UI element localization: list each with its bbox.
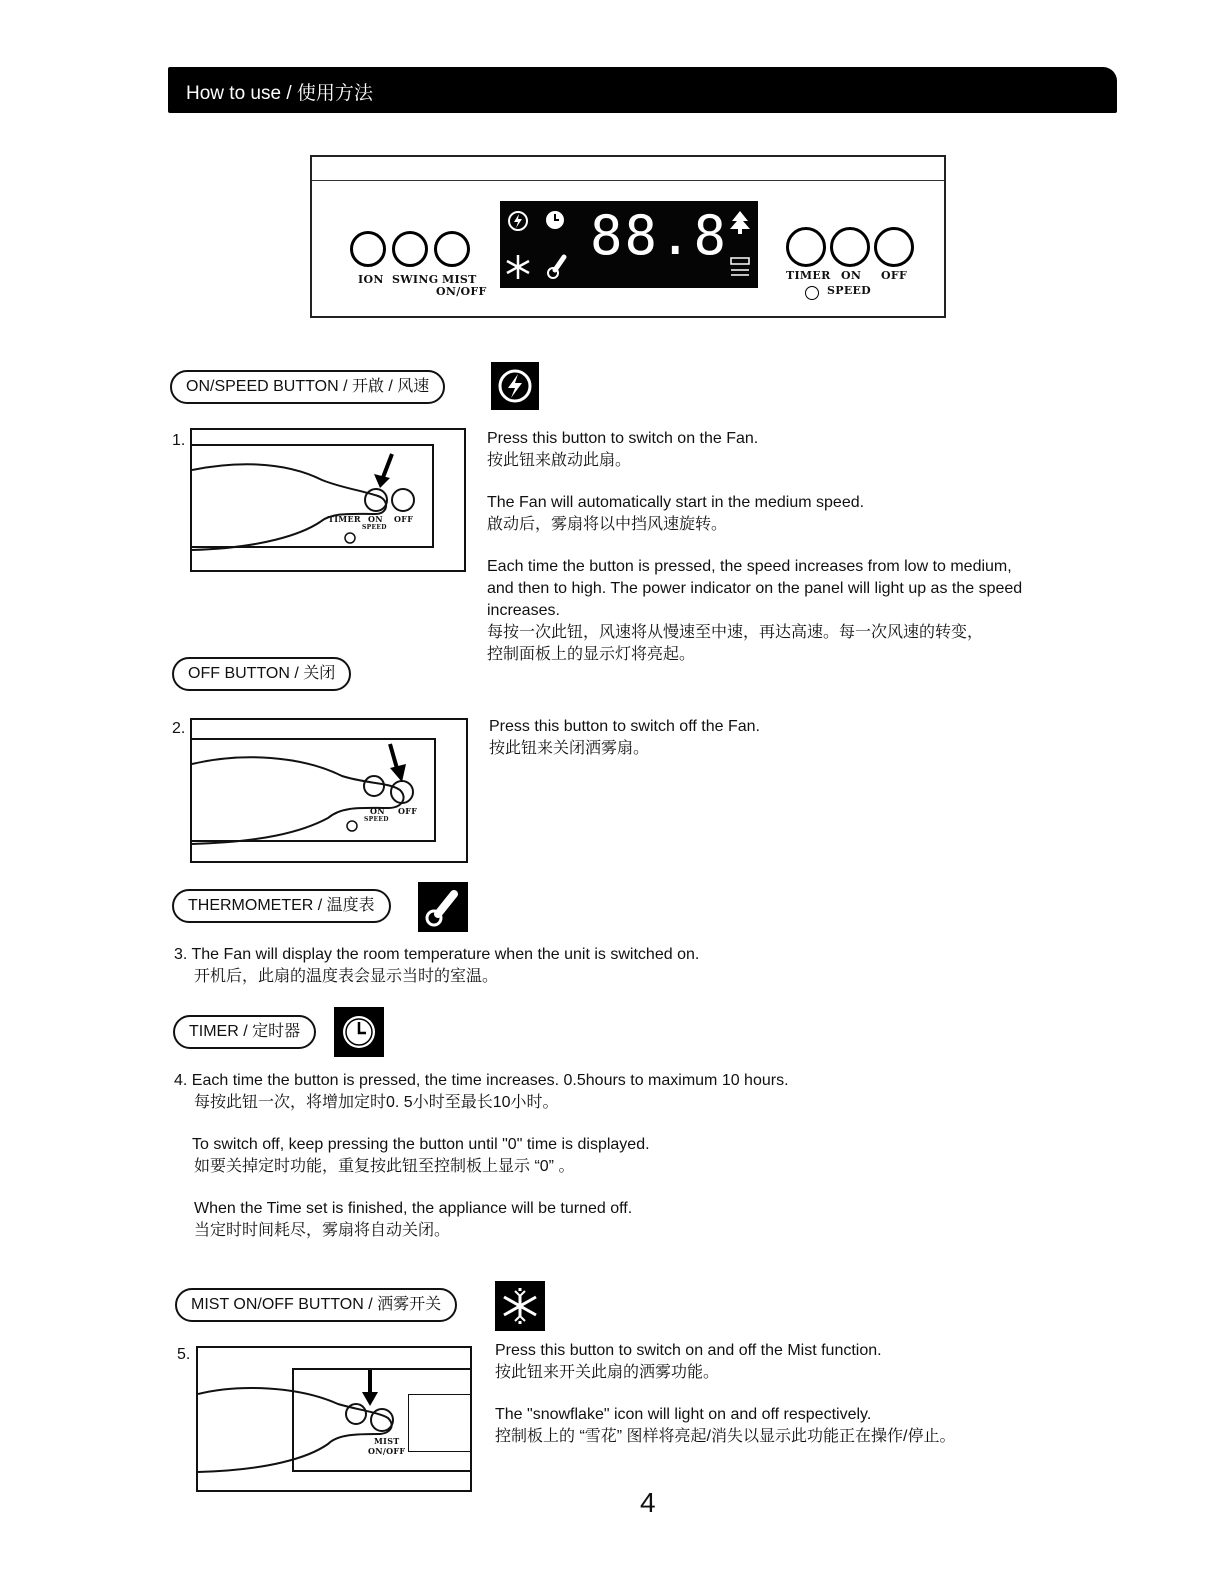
section-banner <box>168 67 1117 113</box>
off-button-graphic <box>874 227 914 267</box>
fig-speed-label: SPEED <box>364 816 389 823</box>
timer-button-graphic <box>786 227 826 267</box>
text-line: Press this button to switch on the Fan. <box>487 430 759 447</box>
speed-indicator-led <box>805 286 819 300</box>
control-panel-illustration <box>310 155 946 318</box>
mist-label: MIST <box>442 273 477 286</box>
text-line: When the Time set is finished, the appliance will be turned off. <box>194 1200 633 1217</box>
ion-button-graphic <box>350 231 386 267</box>
fig-timer-label: TIMER <box>328 514 361 524</box>
off-heading: OFF BUTTON / 关闭 <box>172 657 351 691</box>
ion-label: ION <box>358 273 384 286</box>
text-line: and then to high. The power indicator on the panel will light up as the speed <box>487 580 1023 597</box>
mist-onoff-label: ON/OFF <box>436 285 487 298</box>
snowflake-icon <box>495 1281 545 1331</box>
text-line: 按此钮来开关此扇的洒雾功能。 <box>495 1364 720 1381</box>
mist-icon-box <box>495 1281 545 1331</box>
clock-icon <box>544 209 566 231</box>
text-line: 每按此钮一次，将增加定时0. 5小时至最长10小时。 <box>194 1094 559 1111</box>
step-number: 5. <box>177 1346 191 1363</box>
timer-description <box>174 1070 1114 1242</box>
banner-title: How to use / 使用方法 <box>186 83 373 104</box>
speed-label: SPEED <box>827 284 872 297</box>
lcd-display <box>500 201 758 288</box>
text-line: 啟动后，雾扇将以中挡风速旋转。 <box>487 516 728 533</box>
text-line: The Fan will automatically start in the medium speed. <box>487 494 865 511</box>
text-line: 按此钮来关闭洒雾扇。 <box>489 740 650 757</box>
thermometer-icon <box>418 882 468 932</box>
thermometer-icon <box>544 253 572 281</box>
step-number: 1. <box>172 432 186 449</box>
swing-icon <box>728 255 752 279</box>
off-figure <box>190 718 468 863</box>
fig-mist-label: MIST <box>374 1436 400 1446</box>
fig-on-label: ON <box>370 806 385 816</box>
fig-off-label: OFF <box>394 514 414 524</box>
thermometer-description <box>174 944 1074 988</box>
timer-label: TIMER <box>786 269 831 282</box>
fig-speed-label: SPEED <box>362 524 387 531</box>
mist-figure <box>196 1346 472 1492</box>
on-speed-heading: ON/SPEED BUTTON / 开啟 / 风速 <box>170 370 445 404</box>
step-number: 2. <box>172 720 186 737</box>
thermometer-icon-box <box>418 882 468 932</box>
thermometer-heading: THERMOMETER / 温度表 <box>172 889 391 923</box>
mist-description <box>495 1340 1115 1448</box>
off-description <box>489 716 1109 760</box>
text-line: The "snowflake" icon will light on and off respectively. <box>495 1406 872 1423</box>
text-line: 4. Each time the button is pressed, the time increases. 0.5hours to maximum 10 hours. <box>174 1072 789 1089</box>
pressing-hand-illustration <box>198 1348 470 1490</box>
text-line: 开机后，此扇的温度表会显示当时的室温。 <box>194 968 499 985</box>
pressing-hand-illustration <box>192 430 464 570</box>
power-icon <box>491 362 539 410</box>
on-speed-description <box>487 428 1117 666</box>
power-icon <box>506 209 530 233</box>
fig-off-label: OFF <box>398 806 418 816</box>
power-icon-box <box>491 362 539 410</box>
off-label: OFF <box>881 269 908 282</box>
text-line: To switch off, keep pressing the button until "0" time is displayed. <box>192 1136 650 1153</box>
on-label: ON <box>841 269 862 282</box>
mist-button-graphic <box>434 231 470 267</box>
text-line: 控制板上的 “雪花” 图样将亮起/消失以显示此功能正在操作/停止。 <box>495 1428 956 1445</box>
on-speed-figure <box>190 428 466 572</box>
text-line: Press this button to switch off the Fan. <box>489 718 760 735</box>
tree-icon <box>728 209 752 235</box>
text-line: 每按一次此钮，风速将从慢速至中速，再达高速。每一次风速的转变， <box>487 624 984 641</box>
text-line: 控制面板上的显示灯将亮起。 <box>487 646 696 663</box>
fig-onoff-label: ON/OFF <box>368 1446 406 1456</box>
text-line: increases. <box>487 602 560 619</box>
lcd-digits: 88.8 <box>590 204 729 267</box>
text-line: 如要关掉定时功能，重复按此钮至控制板上显示 “0” 。 <box>194 1158 575 1175</box>
clock-icon <box>334 1007 384 1057</box>
text-line: 按此钮来啟动此扇。 <box>487 452 632 469</box>
snowflake-icon <box>504 253 532 281</box>
text-line: 当定时时间耗尽，雾扇将自动关闭。 <box>194 1222 451 1239</box>
swing-button-graphic <box>392 231 428 267</box>
timer-icon-box <box>334 1007 384 1057</box>
swing-label: SWING <box>392 273 439 286</box>
panel-top-edge <box>312 157 944 181</box>
on-speed-button-graphic <box>830 227 870 267</box>
pressing-hand-illustration <box>192 720 466 861</box>
text-line: 3. The Fan will display the room temperature when the unit is switched on. <box>174 946 700 963</box>
fig-on-label: ON <box>368 514 383 524</box>
text-line: Each time the button is pressed, the speed increases from low to medium, <box>487 558 1012 575</box>
mist-heading: MIST ON/OFF BUTTON / 洒雾开关 <box>175 1288 457 1322</box>
text-line: Press this button to switch on and off the Mist function. <box>495 1342 882 1359</box>
page-number: 4 <box>640 1487 656 1518</box>
timer-heading: TIMER / 定时器 <box>173 1015 316 1049</box>
